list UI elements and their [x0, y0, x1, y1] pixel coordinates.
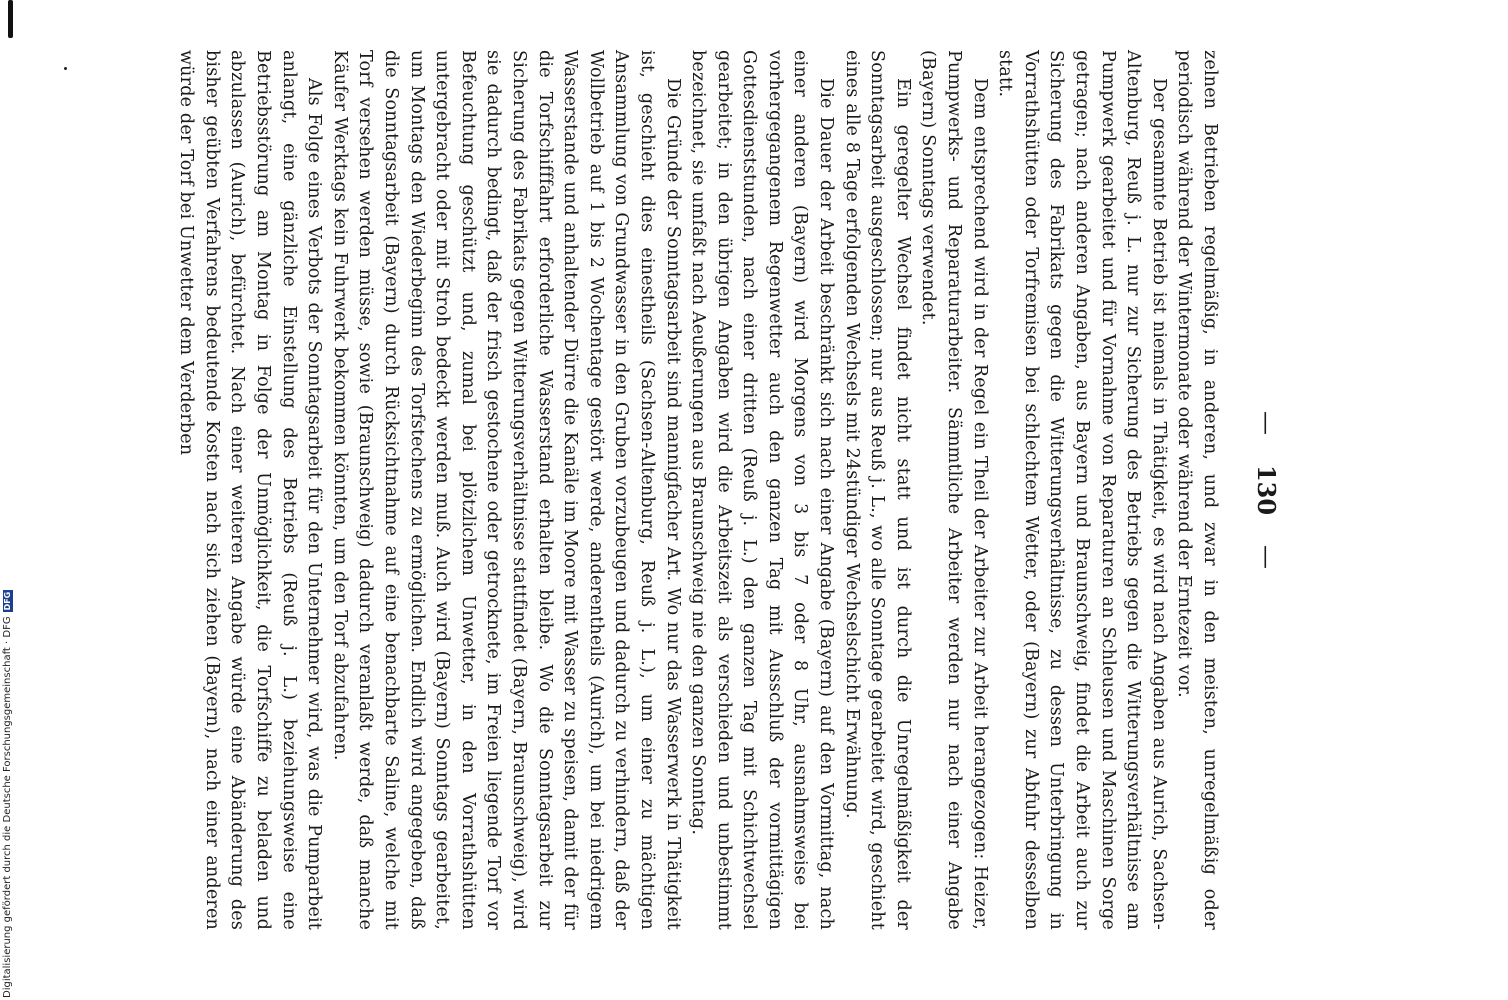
- paragraph: Die Gründe der Sonntagsarbeit sind mannigfacher Art. Wo nur das Wasserwerk in Thätigkeit ist, geschieht dies einestheils (Sachsen-Altenburg, Reuß j. L.), um einer zu mächtigen Ansammlung von Grundwasser in den Gruben vorzubeugen und dadurch zu verhindern, daß der Wollbetrieb auf 1 bis 2 Wochentage gestört werde, anderentheils (Aurich), um bei niedrigem Wasserstande und anhaltender Dürre die Kanäle im Moore mit Wasser zu speisen, damit der für die Torfschifffahrt erforderliche Wasserstand erhalten bleibe. Wo die Sonntagsarbeit zur Sicherung des Fabrikats gegen Witterungsverhältnisse stattfindet (Bayern, Braunschweig), wird sie dadurch bedingt, daß der frisch gestochene oder getrocknete, im Freien liegende Torf vor Befeuchtung geschützt und, zumal bei plötzlichem Unwetter, in den Vorrathshütten untergebracht oder mit Stroh bedeckt werden muß. Auch wird (Bayern) Sonntags gearbeitet, um Montags den Wiederbeginn des Torfstechens zu ermöglichen. Endlich wird angegeben, daß die Sonntagsarbeit (Bayern) durch Rücksichtnahme auf eine benachbarte Saline, welche mit Torf versehen werden müsse, sowie (Braunschweig) dadurch veranlaßt werde, daß manche Käufer Werktags kein Fuhrwerk bekommen könnten, um den Torf abzufahren.: [329, 50, 683, 930]
- paragraph: zelnen Betrieben regelmäßig, in anderen, und zwar in den meisten, unregelmäßig oder periodisch während der Wintermonate oder während der Erntezeit vor.: [1174, 50, 1220, 930]
- paragraph: Ein geregelter Wechsel findet nicht statt und ist durch die Unregelmäßigkeit der Sonntagsarbeit ausgeschlossen; nur aus Reuß j. L., wo alle Sonntage gearbeitet wird, geschieht eines alle 8 Tage erfolgenden Wechsels mit 24stündiger Wechselschicht Erwähnung.: [841, 50, 913, 930]
- page-header: [1234, 50, 1300, 930]
- dfg-logo: DFG: [3, 591, 12, 611]
- header-dash-right: —: [1253, 545, 1281, 570]
- page-number: 130: [1252, 464, 1282, 516]
- header-dash-left: —: [1253, 410, 1281, 435]
- paragraph: Als Folge eines Verbots der Sonntagsarbeit für den Unternehmer wird, was die Pumparbeit anlangt, eine gänzliche Einstellung des Betriebs (Reuß j. L.) beziehungsweise eine Betriebsstörung am Montag in Folge der Unmöglichkeit, die Torfschiffe zu beladen und abzulassen (Aurich), befürchtet. Nach einer weiteren Angabe würde eine Abänderung des bisher geübten Verfahrens bedeutende Kosten nach sich ziehen (Bayern), nach einer anderen würde der Torf bei Unwetter dem Verderben: [176, 50, 325, 930]
- paragraph: Der gesammte Betrieb ist niemals in Thätigkeit, es wird nach Angaben aus Aurich, Sachsen-Altenburg, Reuß j. L. nur zur Sicherung des Betriebs gegen die Witterungsverhältnisse am Pumpwerk gearbeitet und für Vornahme von Reparaturen an Schleusen und Maschinen Sorge getragen; nach anderen Angaben, aus Bayern und Braunschweig, findet die Arbeit auch zur Sicherung des Fabrikats gegen die Witterungsverhältnisse, zu dessen Unterbringung in Vorrathshütten oder Torfremisen bei schlechtem Wetter, oder (Bayern) zur Abfuhr desselben statt.: [995, 50, 1169, 930]
- digitization-credit-strip: [0, 0, 16, 1000]
- paragraph: Dem entsprechend wird in der Regel ein Theil der Arbeiter zur Arbeit herangezogen: Heizer, Pumpwerks- und Reparaturarbeiter. Sämmtliche Arbeiter werden nur nach einer Angabe (Bayern) Sonntags verwendet.: [918, 50, 990, 930]
- paragraph: Die Dauer der Arbeit beschränkt sich nach einer Angabe (Bayern) auf den Vormittag, nach einer anderen (Bayern) wird Morgens von 3 bis 7 oder 8 Uhr, ausnahmsweise bei vorhergegangenem Regenwetter auch den ganzen Tag mit Ausschluß der vormittägigen Gottesdienststunden, nach einer dritten (Reuß j. L.) den ganzen Tag mit Schichtwechsel gearbeitet; in den übrigen Angaben wird die Arbeitszeit als verschieden und unbestimmt bezeichnet, sie umfaßt nach Aeußerungen aus Braunschweig nie den ganzen Sonntag.: [688, 50, 837, 930]
- rotated-book-page: [150, 50, 1300, 930]
- body-text: [173, 50, 1222, 930]
- digitization-credit: Digitalisierung gefördert durch die Deutsche Forschungsgemeinschaft · DFG: [2, 616, 13, 998]
- scan-dust-dot: [64, 67, 67, 70]
